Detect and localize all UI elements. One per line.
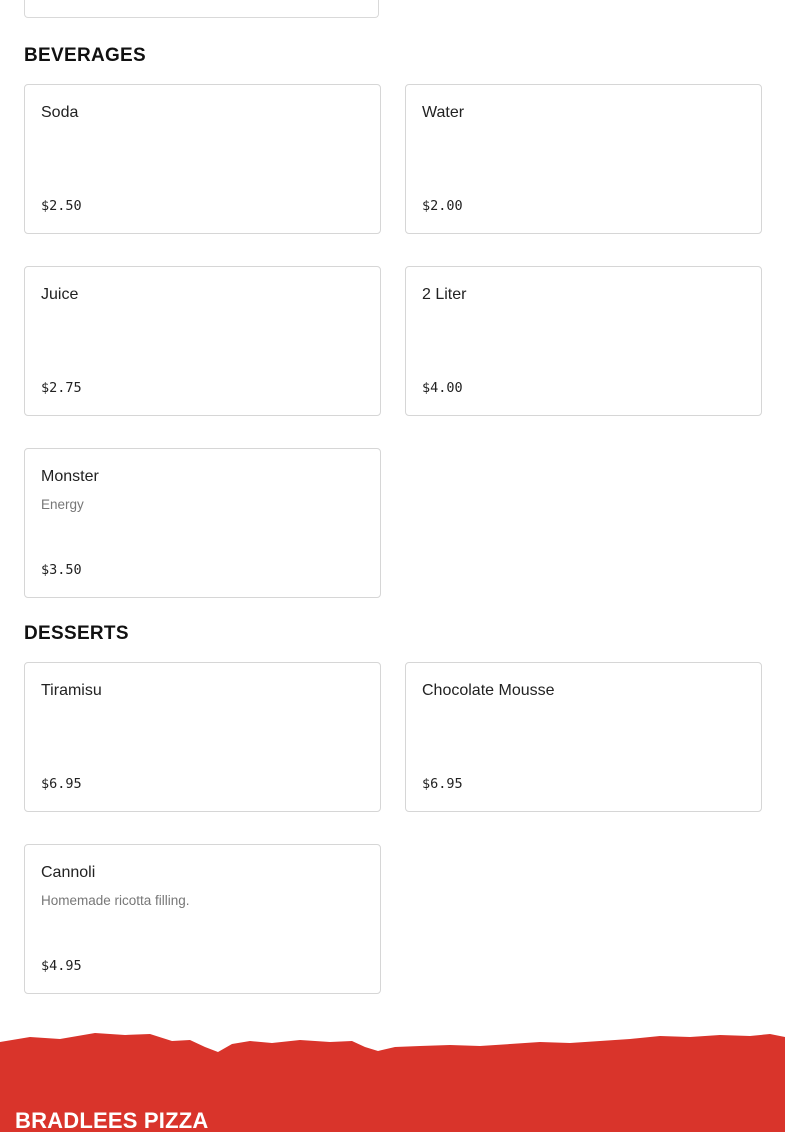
menu-item-card-monster[interactable]: [24, 448, 381, 598]
menu-item-card-chocolate-mousse[interactable]: [405, 662, 762, 812]
item-name: Tiramisu: [41, 682, 102, 699]
item-price: $4.00: [422, 380, 463, 396]
item-price: $6.95: [422, 776, 463, 792]
item-name: Chocolate Mousse: [422, 682, 555, 699]
item-name: Cannoli: [41, 864, 96, 881]
menu-item-card-2-liter[interactable]: [405, 266, 762, 416]
site-footer: [0, 1028, 785, 1132]
item-price: $2.50: [41, 198, 82, 214]
item-name: Juice: [41, 286, 79, 303]
item-name: Water: [422, 104, 465, 121]
menu-item-card-partial[interactable]: [24, 0, 379, 18]
item-name: Monster: [41, 468, 99, 485]
item-price: $4.95: [41, 958, 82, 974]
menu-item-card-water[interactable]: [405, 84, 762, 234]
section-title-beverages: BEVERAGES: [24, 45, 147, 66]
item-price: $3.50: [41, 562, 82, 578]
item-price: $2.00: [422, 198, 463, 214]
menu-item-card-tiramisu[interactable]: [24, 662, 381, 812]
item-name: Soda: [41, 104, 79, 121]
footer-brand-name[interactable]: BRADLEES PIZZA: [15, 1108, 209, 1132]
item-name: 2 Liter: [422, 286, 467, 303]
item-price: $6.95: [41, 776, 82, 792]
item-description: Energy: [41, 497, 84, 512]
menu-item-card-soda[interactable]: [24, 84, 381, 234]
menu-item-card-juice[interactable]: [24, 266, 381, 416]
item-price: $2.75: [41, 380, 82, 396]
menu-item-card-cannoli[interactable]: [24, 844, 381, 994]
section-title-desserts: DESSERTS: [24, 623, 129, 644]
item-description: Homemade ricotta filling.: [41, 893, 190, 908]
